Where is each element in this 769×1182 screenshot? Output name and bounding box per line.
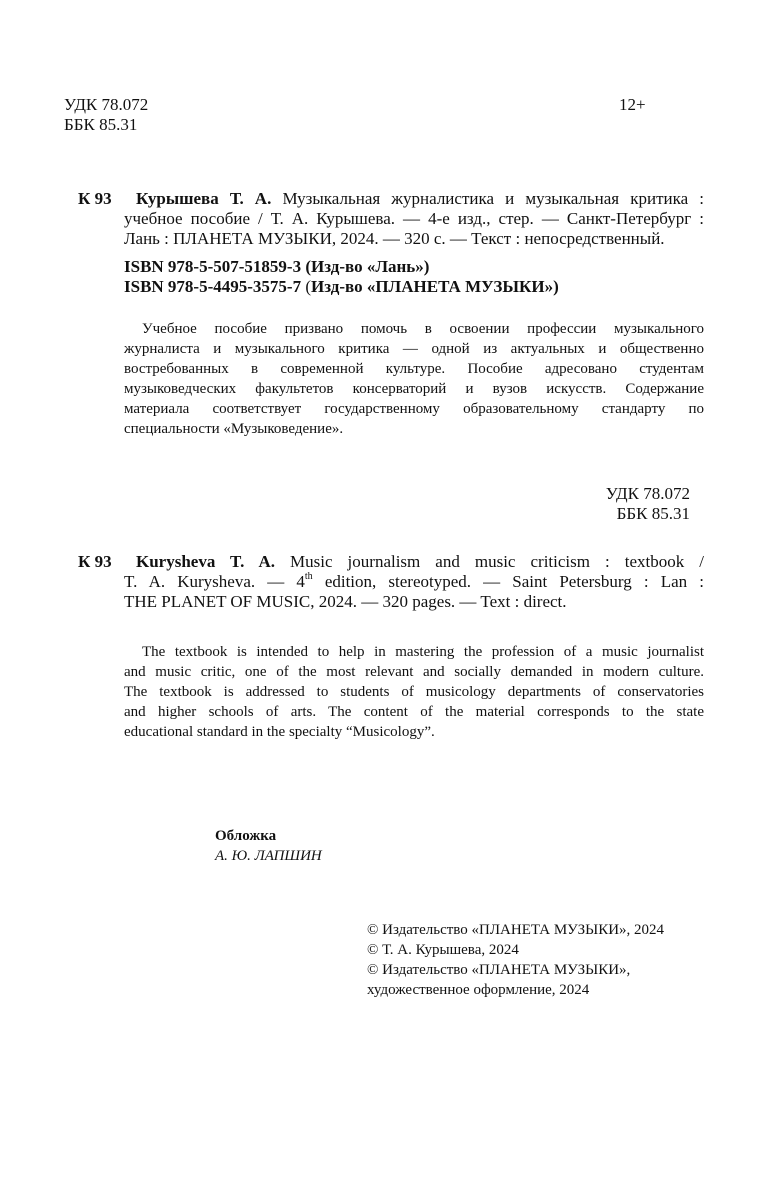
copyright-block bbox=[367, 920, 664, 1000]
en-edition-sup: th bbox=[304, 571, 313, 583]
en-record-line-2 bbox=[124, 572, 704, 592]
en-author: Kurysheva T. A. bbox=[136, 552, 275, 571]
ru-title-line-2: учебное пособие / Т. А. Курышева. — 4-е изд., стер. — Санкт-Петербург : bbox=[124, 209, 704, 228]
header-bbk: ББК 85.31 bbox=[64, 115, 138, 134]
right-udk: УДК 78.072 bbox=[605, 484, 690, 503]
ru-record-body bbox=[124, 189, 704, 249]
cover-designer: А. Ю. ЛАПШИН bbox=[215, 848, 322, 864]
ru-author: Курышева Т. А. bbox=[136, 189, 272, 208]
isbn-planeta bbox=[124, 277, 559, 297]
ru-abstract-line: материала соответствует государственному образовательному стандарту по bbox=[124, 401, 704, 417]
en-abstract-line: and music critic, one of the most relevant and socially demanded in modern culture. bbox=[124, 664, 704, 680]
ru-record-code: К 93 bbox=[78, 189, 112, 208]
cover-label: Обложка bbox=[215, 828, 277, 844]
en-abstract-line: educational standard in the specialty “Musicology”. bbox=[124, 724, 435, 740]
en-record-code: К 93 bbox=[78, 552, 112, 571]
copyright-line: © Издательство «ПЛАНЕТА МУЗЫКИ», 2024 bbox=[367, 922, 665, 938]
isbn-planeta-number: ISBN 978-5-4495-3575-7 bbox=[124, 277, 302, 296]
right-bbk: ББК 85.31 bbox=[616, 504, 690, 523]
ru-abstract-line: востребованных в современной культуре. Пособие адресовано студентам bbox=[124, 361, 704, 377]
en-abstract-line: The textbook is addressed to students of musicology departments of conservatories bbox=[124, 684, 704, 700]
ru-abstract-line: специальности «Музыковедение». bbox=[124, 421, 344, 437]
copyright-line: © Издательство «ПЛАНЕТА МУЗЫКИ», bbox=[367, 962, 631, 978]
en-edition-rest: edition, stereotyped. — Saint Petersburg : Lan : bbox=[324, 572, 705, 591]
en-abstract-line: The textbook is intended to help in mastering the profession of a music journalist bbox=[142, 644, 704, 660]
copyright-line: © Т. А. Курышева, 2024 bbox=[367, 942, 519, 958]
en-record-line-1 bbox=[124, 552, 704, 572]
cover-credit bbox=[215, 826, 322, 866]
en-edition-text: T. A. Kurysheva. — 4 bbox=[124, 572, 305, 591]
ru-abstract-line: журналиста и музыкального критика — одной из актуальных и общественно bbox=[124, 341, 704, 357]
isbn-planeta-publisher: Изд-во «ПЛАНЕТА МУЗЫКИ») bbox=[311, 277, 559, 296]
en-record-line-3: THE PLANET OF MUSIC, 2024. — 320 pages. — Text : direct. bbox=[124, 592, 567, 611]
isbn-lan: ISBN 978-5-507-51859-3 (Изд-во «Лань») bbox=[124, 257, 430, 276]
en-record-body bbox=[124, 552, 704, 612]
header-udk: УДК 78.072 bbox=[64, 95, 149, 114]
isbn-planeta-paren: ( bbox=[305, 277, 312, 296]
ru-title-line-3: Лань : ПЛАНЕТА МУЗЫКИ, 2024. — 320 с. — Текст : непосредственный. bbox=[124, 229, 665, 248]
ru-abstract-line: Учебное пособие призвано помочь в освоении профессии музыкального bbox=[142, 321, 704, 337]
en-abstract bbox=[124, 642, 704, 742]
ru-abstract bbox=[124, 319, 704, 439]
ru-record-line-1 bbox=[124, 189, 704, 209]
en-abstract-line: and higher schools of arts. The content of the material corresponds to the state bbox=[124, 704, 704, 720]
copyright-line: художественное оформление, 2024 bbox=[367, 982, 590, 998]
ru-abstract-line: музыковедческих факультетов консерваторий и вузов искусств. Содержание bbox=[124, 381, 704, 397]
en-title-line-1: Music journalism and music criticism : textbook / bbox=[290, 552, 704, 571]
age-rating: 12+ bbox=[619, 95, 646, 114]
ru-isbn-block bbox=[124, 257, 559, 297]
ru-title-line-1: Музыкальная журналистика и музыкальная критика : bbox=[282, 189, 704, 208]
classification-right bbox=[560, 484, 690, 524]
header-classification bbox=[64, 95, 148, 135]
